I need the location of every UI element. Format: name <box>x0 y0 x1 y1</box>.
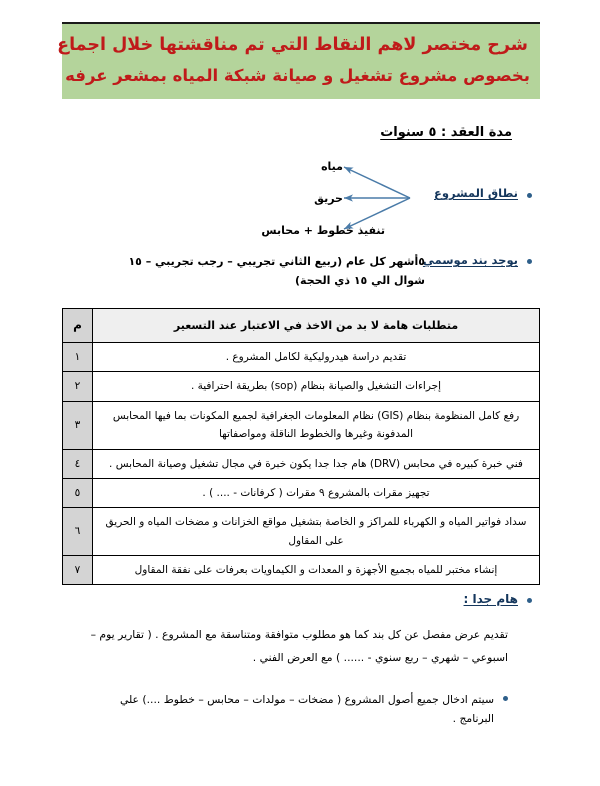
scope-branch-fire: حريق <box>314 192 343 205</box>
table-cell-requirement: سداد فواتير المياه و الكهرباء للمراكز و الخاصة بتشغيل مواقع الخزانات و مضخات المياه و الحريق على المقاول <box>93 508 540 556</box>
table-body <box>63 343 540 585</box>
table-header-requirements: متطلبات هامة لا بد من الاخذ في الاعتبار عند التسعير <box>93 309 540 343</box>
seasonal-clause-text: ٥أشهر كل عام (ربيع الثاني تجريبي – رجب تجريبي – ١٥ شوال الي ١٥ ذي الحجة) <box>128 255 425 287</box>
table-cell-requirement: تقديم دراسة هيدروليكية لكامل المشروع . <box>93 343 540 372</box>
title-line-2: بخصوص مشروع تشغيل و صيانة شبكة المياه بمشعر عرفه <box>65 66 530 86</box>
table-cell-number: ٦ <box>63 508 93 556</box>
scope-arrows-diagram <box>310 158 440 243</box>
project-scope-block <box>60 160 540 245</box>
table-cell-number: ٢ <box>63 372 93 401</box>
important-bullet-text: سيتم ادخال جميع أصول المشروع ( مضخات – مولدات – محابس – خطوط ....) علي البرنامج . <box>119 693 494 726</box>
bullet-dot-icon <box>527 193 532 198</box>
requirements-table <box>62 308 540 585</box>
title-line-1: شرح مختصر لاهم النقاط التي تم مناقشتها خلال اجماع <box>57 35 528 55</box>
table-row <box>63 449 540 478</box>
table-cell-number: ٧ <box>63 556 93 585</box>
table-header-number: م <box>63 309 93 343</box>
project-scope-label: نطاق المشروع <box>434 186 518 200</box>
scope-branch-water: مياه <box>321 160 343 173</box>
table-cell-number: ١ <box>63 343 93 372</box>
table-cell-number: ٤ <box>63 449 93 478</box>
contract-duration-label: مدة العقد : ٥ سنوات <box>380 125 512 140</box>
table-cell-number: ٥ <box>63 478 93 507</box>
important-heading: هام جدا : <box>463 592 518 606</box>
bullet-dot-icon <box>527 598 532 603</box>
bullet-dot-icon <box>527 259 532 264</box>
document-title-banner <box>57 22 540 99</box>
seasonal-clause-label: يوجد بند موسمي <box>422 253 518 267</box>
table-row <box>63 401 540 449</box>
table-row <box>63 343 540 372</box>
table-cell-requirement: إنشاء مختبر للمياه بجميع الأجهزة و المعدات و الكيماويات بعرفات على نفقة المقاول <box>93 556 540 585</box>
table-row <box>63 508 540 556</box>
table-cell-requirement: تجهيز مقرات بالمشروع ٩ مقرات ( كرفانات - .... ) . <box>93 478 540 507</box>
table-cell-requirement: إجراءات التشغيل والصيانة بنظام (sop) بطريقة احترافية . <box>93 372 540 401</box>
table-cell-requirement: فني خبرة كبيره في محابس (DRV) هام جدا جدا يكون خبرة في مجال تشغيل وصيانة المحابس . <box>93 449 540 478</box>
table-header-row <box>63 309 540 343</box>
table-cell-number: ٣ <box>63 401 93 449</box>
table-row <box>63 372 540 401</box>
important-paragraph: تقديم عرض مفصل عن كل بند كما هو مطلوب متوافقة ومتناسقة مع المشروع . ( تقارير يوم – اسبوعي – شهري – ربع سنوي - ...... ) مع العرض الفني . <box>90 628 508 664</box>
table-row <box>63 556 540 585</box>
bullet-dot-icon <box>503 696 508 701</box>
table-row <box>63 478 540 507</box>
scope-branch-lines-valves: تنفيذ خطوط + محابس <box>261 224 385 237</box>
table-cell-requirement: رفع كامل المنظومة بنظام (GIS) نظام المعلومات الجغرافية لجميع المكونات بما فيها المحابس المدفونة وغيرها والخطوط الناقلة ومواصفاتها <box>93 401 540 449</box>
